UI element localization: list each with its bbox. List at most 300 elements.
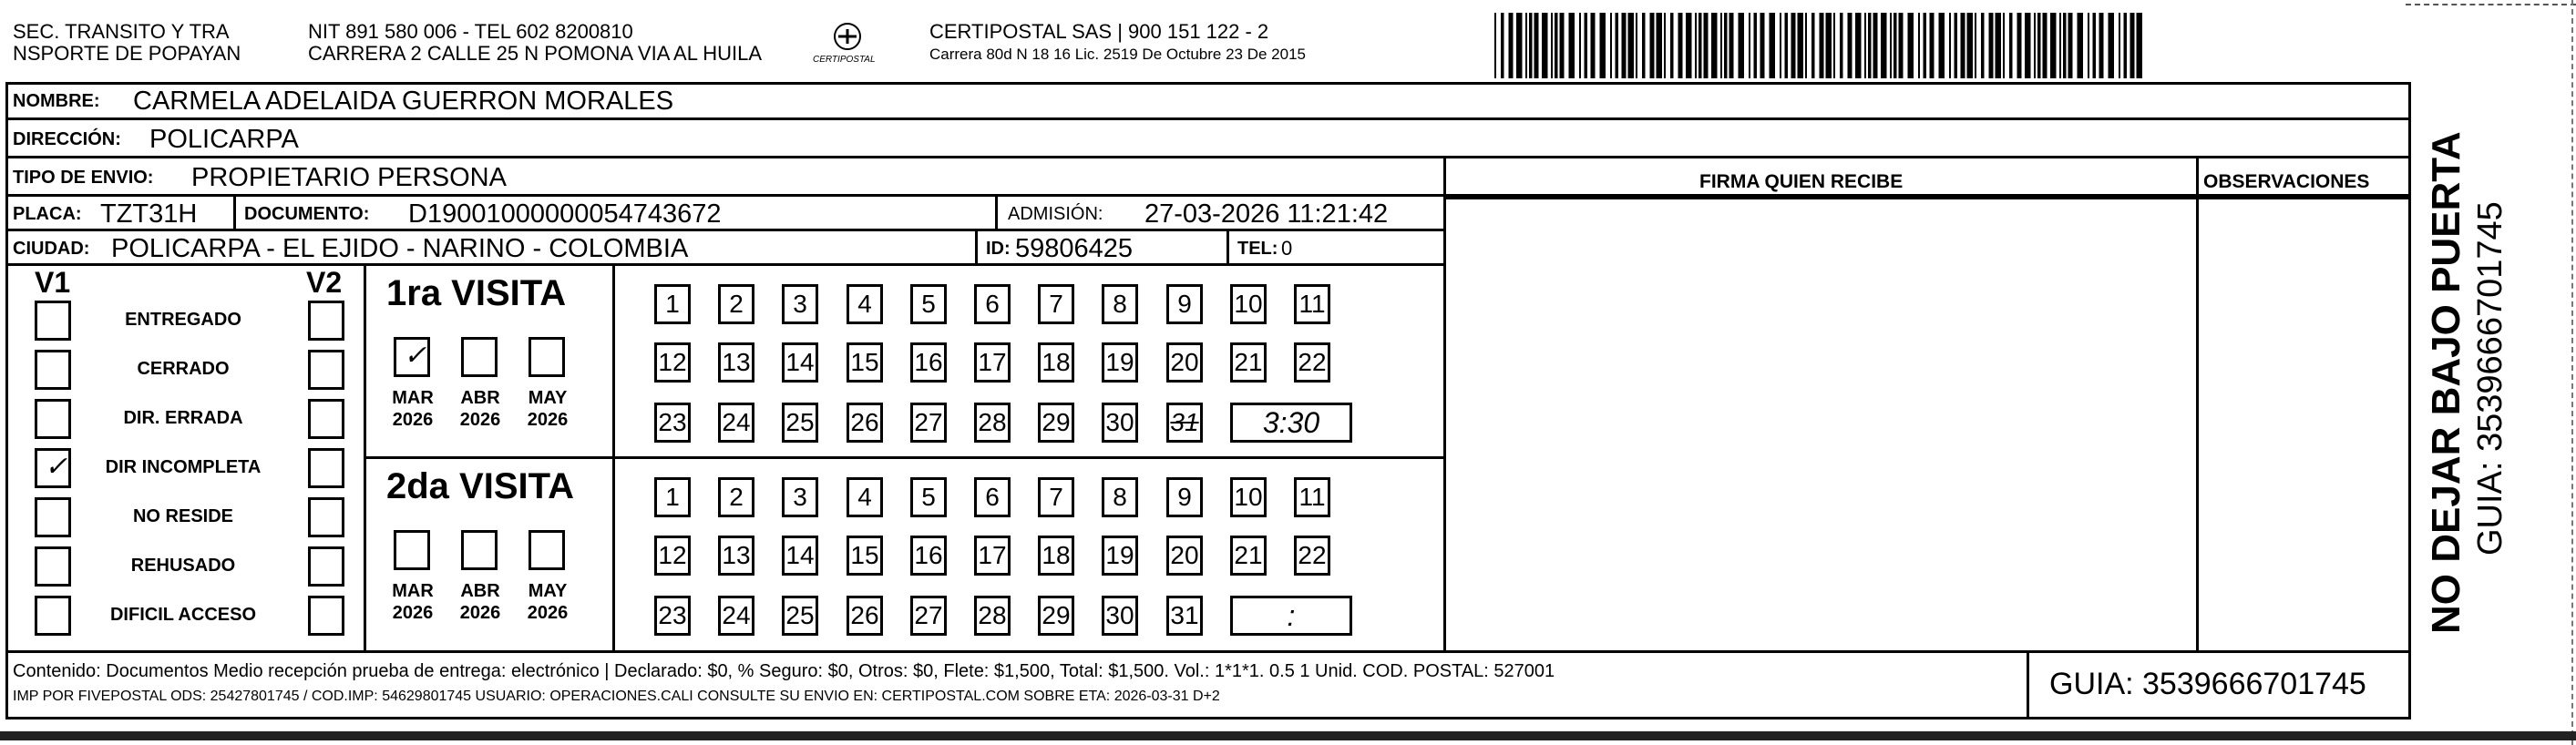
barcode-bar xyxy=(1967,13,1974,78)
year-label: 2026 xyxy=(527,603,569,623)
barcode-bar xyxy=(1955,13,1958,78)
day-number: 26 xyxy=(850,408,879,436)
day-number: 7 xyxy=(1049,290,1063,318)
barcode-bar xyxy=(2099,13,2104,78)
day-box[interactable] xyxy=(847,596,883,636)
month-label: MAY xyxy=(528,581,568,601)
day-number: 11 xyxy=(1298,290,1326,318)
barcode-bar xyxy=(1657,13,1663,78)
day-number: 2 xyxy=(729,483,744,511)
left-col-divider xyxy=(1443,158,1446,650)
barcode-bar xyxy=(2119,13,2120,78)
barcode-bar xyxy=(2088,13,2089,78)
top-dashed-line xyxy=(2406,4,2576,5)
day-box[interactable] xyxy=(654,403,691,443)
day-number: 19 xyxy=(1105,348,1134,376)
month-label: MAR xyxy=(392,388,434,408)
day-number: 18 xyxy=(1042,541,1071,569)
day-box[interactable] xyxy=(1102,342,1138,383)
month-label: ABR xyxy=(460,581,500,601)
barcode-bar xyxy=(1791,13,1796,78)
sender-line-2: NSPORTE DE POPAYAN xyxy=(13,42,241,65)
day-number: 19 xyxy=(1105,541,1134,569)
month-checkbox[interactable] xyxy=(461,337,498,377)
barcode-bar xyxy=(1600,13,1606,78)
barcode-bar xyxy=(2063,13,2067,78)
nombre-value: CARMELA ADELAIDA GUERRON MORALES xyxy=(133,87,674,116)
barcode-bar xyxy=(1749,13,1750,78)
day-number: 12 xyxy=(658,348,687,376)
day-number: 9 xyxy=(1177,483,1192,511)
id-label: ID: xyxy=(986,239,1011,259)
day-box[interactable] xyxy=(718,342,754,383)
day-number: 24 xyxy=(722,408,751,436)
barcode-bar xyxy=(1678,13,1683,78)
day-box[interactable] xyxy=(1230,342,1267,383)
status-label: DIR INCOMPLETA xyxy=(105,457,262,477)
day-number: 23 xyxy=(658,408,687,436)
admision-label: ADMISIÓN: xyxy=(1008,204,1103,224)
day-number: 31 xyxy=(1170,601,1199,629)
documento-value: D19001000000054743672 xyxy=(408,199,722,229)
side-no-dejar: NO DEJAR BAJO PUERTA xyxy=(2424,131,2468,634)
day-box[interactable] xyxy=(782,284,818,324)
day-box[interactable] xyxy=(782,596,818,636)
check-mark-icon: ✓ xyxy=(45,452,68,482)
barcode-bar xyxy=(1798,13,1804,78)
day-box[interactable] xyxy=(654,284,691,324)
barcode-bar xyxy=(2017,13,2022,78)
day-box[interactable] xyxy=(1230,536,1267,576)
day-number: 7 xyxy=(1049,483,1063,511)
day-box[interactable] xyxy=(910,536,947,576)
day-number: 2 xyxy=(729,290,744,318)
barcode-bar xyxy=(1811,13,1815,78)
day-number: 30 xyxy=(1105,601,1134,629)
side-guia: GUIA: 3539666701745 xyxy=(2471,201,2509,556)
barcode-bar xyxy=(1996,13,2002,78)
status-v2-checkbox[interactable] xyxy=(308,497,344,537)
day-box[interactable] xyxy=(718,536,754,576)
sender-line-1: SEC. TRANSITO Y TRA xyxy=(13,20,230,43)
barcode-bar xyxy=(1840,13,1843,78)
day-number: 16 xyxy=(914,348,943,376)
day-box[interactable] xyxy=(1166,403,1203,443)
barcode-bar xyxy=(1525,13,1527,78)
firma-header-underline xyxy=(1443,197,2411,199)
barcode-bar xyxy=(1873,13,1878,78)
year-label: 2026 xyxy=(527,410,569,430)
day-box[interactable] xyxy=(1230,284,1267,324)
barcode-bar xyxy=(1509,13,1514,78)
day-number: 8 xyxy=(1113,290,1127,318)
barcode-bar xyxy=(2068,13,2073,78)
bottom-edge xyxy=(0,731,2576,740)
barcode-bar xyxy=(2009,13,2013,78)
day-box[interactable] xyxy=(974,403,1011,443)
status-v2-checkbox[interactable] xyxy=(308,399,344,439)
nit-line: NIT 891 580 006 - TEL 602 8200810 xyxy=(308,20,633,43)
right-dashed-edge xyxy=(2571,0,2573,745)
barcode-bar xyxy=(1949,13,1951,78)
day-number: 15 xyxy=(850,541,879,569)
day-number: 17 xyxy=(978,541,1007,569)
day-number: 6 xyxy=(985,290,1000,318)
id-divider xyxy=(975,231,978,266)
barcode-bar xyxy=(2109,13,2115,78)
day-number: 5 xyxy=(921,290,936,318)
barcode-bar xyxy=(1494,13,1496,78)
day-number: 29 xyxy=(1042,601,1071,629)
barcode-bar xyxy=(1805,13,1807,78)
footer-contenido: Contenido: Documentos Medio recepción prueba de entrega: electrónico | Declarado: $0, % Seguro: $0, Otros: $0, Flete: $1,500, Total: $1,500. Vol.: 1*1*1. 0.5 1 Unid. COD. POSTAL: 527001 xyxy=(13,661,1555,681)
month-checkbox[interactable] xyxy=(461,530,498,570)
barcode-bar xyxy=(2037,13,2041,78)
day-number: 24 xyxy=(722,601,751,629)
barcode-bar xyxy=(1754,13,1758,78)
time-value: 3:30 xyxy=(1262,406,1320,439)
month-label: MAY xyxy=(528,388,568,408)
day-box[interactable] xyxy=(654,536,691,576)
day-number: 3 xyxy=(793,290,807,318)
day-number: 13 xyxy=(722,348,751,376)
barcode-bar xyxy=(1642,13,1646,78)
barcode-bar xyxy=(1711,13,1718,78)
status-v1-checkbox[interactable] xyxy=(35,399,71,439)
day-number: 25 xyxy=(785,601,815,629)
day-box[interactable] xyxy=(718,284,754,324)
day-box[interactable] xyxy=(1166,477,1203,517)
day-box[interactable] xyxy=(974,284,1011,324)
day-box[interactable] xyxy=(718,477,754,517)
day-number: 31 xyxy=(1170,408,1199,436)
day-box[interactable] xyxy=(1038,342,1074,383)
day-number: 30 xyxy=(1105,408,1134,436)
day-box[interactable] xyxy=(1102,403,1138,443)
day-number: 27 xyxy=(914,601,943,629)
status-label: REHUSADO xyxy=(130,556,236,576)
day-number: 21 xyxy=(1234,541,1263,569)
logo-text: CERTIPOSTAL xyxy=(813,55,876,65)
day-number: 4 xyxy=(857,483,872,511)
barcode-bar xyxy=(1981,13,1985,78)
day-number: 25 xyxy=(785,408,815,436)
day-box[interactable] xyxy=(718,596,754,636)
day-box[interactable] xyxy=(910,596,947,636)
barcode-bar xyxy=(1704,13,1709,78)
month-checkbox[interactable] xyxy=(529,530,565,570)
day-box[interactable] xyxy=(1230,477,1267,517)
day-box[interactable] xyxy=(847,284,883,324)
tipo-value: PROPIETARIO PERSONA xyxy=(191,163,507,192)
day-number: 17 xyxy=(978,348,1007,376)
barcode-bar xyxy=(1650,13,1655,78)
day-box[interactable] xyxy=(1102,536,1138,576)
day-number: 1 xyxy=(665,290,680,318)
barcode-bar xyxy=(2093,13,2097,78)
certipostal-logo xyxy=(811,16,884,71)
status-v1-checkbox[interactable] xyxy=(35,301,71,341)
check-mark-icon: ✓ xyxy=(404,341,427,371)
day-box[interactable] xyxy=(782,477,818,517)
barcode-bar xyxy=(1833,13,1835,78)
day-box[interactable] xyxy=(910,477,947,517)
barcode-bar xyxy=(1848,13,1852,78)
barcode-bar xyxy=(1551,13,1553,78)
visit2-title: 2da VISITA xyxy=(386,466,574,506)
observaciones-header: OBSERVACIONES xyxy=(2203,171,2370,192)
barcode-bar xyxy=(2137,13,2143,78)
admision-divider xyxy=(995,197,998,231)
day-box[interactable] xyxy=(1102,284,1138,324)
barcode-bar xyxy=(2043,13,2047,78)
day-number: 20 xyxy=(1170,541,1199,569)
time-box[interactable] xyxy=(1230,403,1352,443)
day-number: 14 xyxy=(785,348,815,376)
day-number: 8 xyxy=(1113,483,1127,511)
v1-label: V1 xyxy=(35,266,71,299)
day-box[interactable] xyxy=(847,536,883,576)
barcode-bar xyxy=(1699,13,1702,78)
barcode-bar xyxy=(1961,13,1965,78)
day-number: 26 xyxy=(850,601,879,629)
row-placa xyxy=(5,197,1443,231)
day-box[interactable] xyxy=(910,403,947,443)
barcode-bar xyxy=(1855,13,1862,78)
direccion-value: POLICARPA xyxy=(149,125,299,154)
barcode-bar xyxy=(1739,13,1745,78)
day-box[interactable] xyxy=(1294,342,1330,383)
day-box[interactable] xyxy=(1102,596,1138,636)
barcode-bar xyxy=(1989,13,1994,78)
barcode-bar xyxy=(1939,13,1945,78)
barcode-bar xyxy=(2130,13,2135,78)
barcode-bar xyxy=(1585,13,1588,78)
status-label: NO RESIDE xyxy=(132,506,234,526)
day-number: 13 xyxy=(722,541,751,569)
day-box[interactable] xyxy=(718,403,754,443)
v2-label: V2 xyxy=(306,266,343,299)
day-box[interactable] xyxy=(847,342,883,383)
status-v2-checkbox[interactable] xyxy=(308,350,344,390)
year-label: 2026 xyxy=(459,603,501,623)
status-v1-checkbox[interactable] xyxy=(35,497,71,537)
barcode-bar xyxy=(1555,13,1558,78)
nombre-label: NOMBRE: xyxy=(13,91,100,111)
barcode-bar xyxy=(1636,13,1637,78)
barcode-bar xyxy=(2059,13,2061,78)
barcode-bar xyxy=(1864,13,1866,78)
day-box[interactable] xyxy=(847,477,883,517)
day-number: 6 xyxy=(985,483,1000,511)
barcode-bar xyxy=(1686,13,1692,78)
year-label: 2026 xyxy=(459,410,501,430)
barcode-bar xyxy=(1918,13,1920,78)
time-value: : xyxy=(1287,599,1296,632)
month-checkbox[interactable] xyxy=(394,530,430,570)
day-box[interactable] xyxy=(654,342,691,383)
day-box[interactable] xyxy=(1038,477,1074,517)
status-area xyxy=(5,266,366,650)
day-box[interactable] xyxy=(654,477,691,517)
direccion-label: DIRECCIÓN: xyxy=(13,129,121,149)
footer-guia: GUIA: 3539666701745 xyxy=(2049,667,2366,701)
placa-value: TZT31H xyxy=(100,199,198,229)
day-box[interactable] xyxy=(1166,596,1203,636)
status-v1-checkbox[interactable] xyxy=(35,596,71,636)
status-v1-checkbox[interactable] xyxy=(35,546,71,587)
day-box[interactable] xyxy=(1038,596,1074,636)
day-number: 18 xyxy=(1042,348,1071,376)
day-box[interactable] xyxy=(1294,536,1330,576)
barcode-bar xyxy=(1622,13,1627,78)
barcode-bar xyxy=(1760,13,1765,78)
row-ciudad xyxy=(5,231,1443,266)
day-box[interactable] xyxy=(1166,536,1203,576)
barcode-bar xyxy=(1826,13,1832,78)
barcode-bar xyxy=(1534,13,1539,78)
day-number: 16 xyxy=(914,541,943,569)
day-box[interactable] xyxy=(910,342,947,383)
day-number: 22 xyxy=(1298,348,1327,376)
day-number: 1 xyxy=(665,483,680,511)
day-number: 29 xyxy=(1042,408,1071,436)
month-checkbox[interactable] xyxy=(529,337,565,377)
day-box[interactable] xyxy=(974,596,1011,636)
tel-label: TEL: xyxy=(1237,239,1278,259)
barcode-bar xyxy=(1770,13,1776,78)
day-box[interactable] xyxy=(782,536,818,576)
barcode-bar xyxy=(2078,13,2084,78)
status-label: DIFICIL ACCESO xyxy=(109,605,256,625)
barcode-bar xyxy=(1785,13,1789,78)
status-label: ENTREGADO xyxy=(125,310,241,330)
visit1-block xyxy=(366,266,1443,459)
day-box[interactable] xyxy=(1166,284,1203,324)
year-label: 2026 xyxy=(392,410,434,430)
barcode-bar xyxy=(1975,13,1976,78)
day-box[interactable] xyxy=(1038,284,1074,324)
status-v2-checkbox[interactable] xyxy=(308,448,344,488)
barcode-bar xyxy=(1899,13,1904,78)
ciudad-label: CIUDAD: xyxy=(13,239,90,259)
year-label: 2026 xyxy=(392,603,434,623)
day-number: 28 xyxy=(978,408,1007,436)
time-box[interactable] xyxy=(1230,596,1352,636)
day-box[interactable] xyxy=(782,403,818,443)
barcode-bar xyxy=(1780,13,1781,78)
barcode-bar xyxy=(2050,13,2057,78)
day-box[interactable] xyxy=(1294,477,1330,517)
day-number: 5 xyxy=(921,483,936,511)
day-number: 4 xyxy=(857,290,872,318)
barcode-bar xyxy=(1569,13,1575,78)
barcode-bar xyxy=(1664,13,1666,78)
id-value: 59806425 xyxy=(1015,234,1134,263)
visit2-divider xyxy=(612,459,615,650)
barcode-bar xyxy=(1542,13,1548,78)
day-number: 20 xyxy=(1170,348,1199,376)
admision-value: 27-03-2026 11:21:42 xyxy=(1144,199,1389,229)
day-box[interactable] xyxy=(1294,284,1330,324)
day-number: 27 xyxy=(914,408,943,436)
status-v2-checkbox[interactable] xyxy=(308,301,344,341)
month-label: MAR xyxy=(392,581,434,601)
day-number: 28 xyxy=(978,601,1007,629)
tel-divider xyxy=(1226,231,1229,266)
day-box[interactable] xyxy=(847,403,883,443)
status-v2-checkbox[interactable] xyxy=(308,546,344,587)
obs-col-divider xyxy=(2196,158,2199,650)
month-checkbox[interactable] xyxy=(394,337,430,377)
day-box[interactable] xyxy=(782,342,818,383)
header xyxy=(0,0,2576,82)
ciudad-value: POLICARPA - EL EJIDO - NARINO - COLOMBIA xyxy=(111,234,689,263)
address-line: CARRERA 2 CALLE 25 N POMONA VIA AL HUILA xyxy=(308,42,763,65)
day-box[interactable] xyxy=(1038,536,1074,576)
company-line: CERTIPOSTAL SAS | 900 151 122 - 2 xyxy=(929,20,1269,43)
barcode-bar xyxy=(1894,13,1897,78)
placa-label: PLACA: xyxy=(13,204,82,224)
status-v1-checkbox[interactable] xyxy=(35,350,71,390)
tel-value: 0 xyxy=(1281,237,1293,260)
day-box[interactable] xyxy=(1102,477,1138,517)
day-number: 14 xyxy=(785,541,815,569)
day-box[interactable] xyxy=(974,536,1011,576)
placa-divider xyxy=(233,197,236,231)
day-box[interactable] xyxy=(1166,342,1203,383)
barcode-bar xyxy=(1820,13,1824,78)
row-nombre xyxy=(5,82,2411,120)
footer-guia-box xyxy=(2027,650,2411,719)
barcode-bar xyxy=(1908,13,1914,78)
footer-imp: IMP POR FIVEPOSTAL ODS: 25427801745 / COD.IMP: 54629801745 USUARIO: OPERACIONES.CALI CONSULTE SU ENVIO EN: CERTIPOSTAL.COM SOBRE ETA: 2026-03-31 D+2 xyxy=(13,689,1220,704)
day-number: 9 xyxy=(1177,290,1192,318)
barcode-bar xyxy=(1610,13,1612,78)
day-box[interactable] xyxy=(974,477,1011,517)
barcode-bar xyxy=(2025,13,2031,78)
row-tipo xyxy=(5,158,2411,197)
day-number: 10 xyxy=(1234,483,1263,511)
barcode-bar xyxy=(1516,13,1523,78)
day-number: 12 xyxy=(658,541,687,569)
day-number: 21 xyxy=(1234,348,1263,376)
barcode-bar xyxy=(1591,13,1596,78)
day-box[interactable] xyxy=(910,284,947,324)
month-label: ABR xyxy=(460,388,500,408)
row-direccion xyxy=(5,120,2411,158)
barcode-bar xyxy=(1529,13,1533,78)
visit2-block xyxy=(366,459,1443,650)
day-number: 3 xyxy=(793,483,807,511)
barcode-bar xyxy=(2034,13,2036,78)
barcode-bar xyxy=(1724,13,1728,78)
day-number: 23 xyxy=(658,601,687,629)
visit1-divider xyxy=(612,266,615,459)
day-number: 15 xyxy=(850,348,879,376)
tipo-label: TIPO DE ENVIO: xyxy=(13,168,154,188)
day-box[interactable] xyxy=(1038,403,1074,443)
status-v2-checkbox[interactable] xyxy=(308,596,344,636)
day-box[interactable] xyxy=(974,342,1011,383)
documento-label: DOCUMENTO: xyxy=(244,204,370,224)
barcode-bar xyxy=(1628,13,1635,78)
company-address: Carrera 80d N 18 16 Lic. 2519 De Octubre 23 De 2015 xyxy=(929,46,1306,63)
day-number: 10 xyxy=(1234,290,1263,318)
day-box[interactable] xyxy=(654,596,691,636)
barcode-bar xyxy=(1670,13,1674,78)
status-v1-checkbox[interactable] xyxy=(35,448,71,488)
